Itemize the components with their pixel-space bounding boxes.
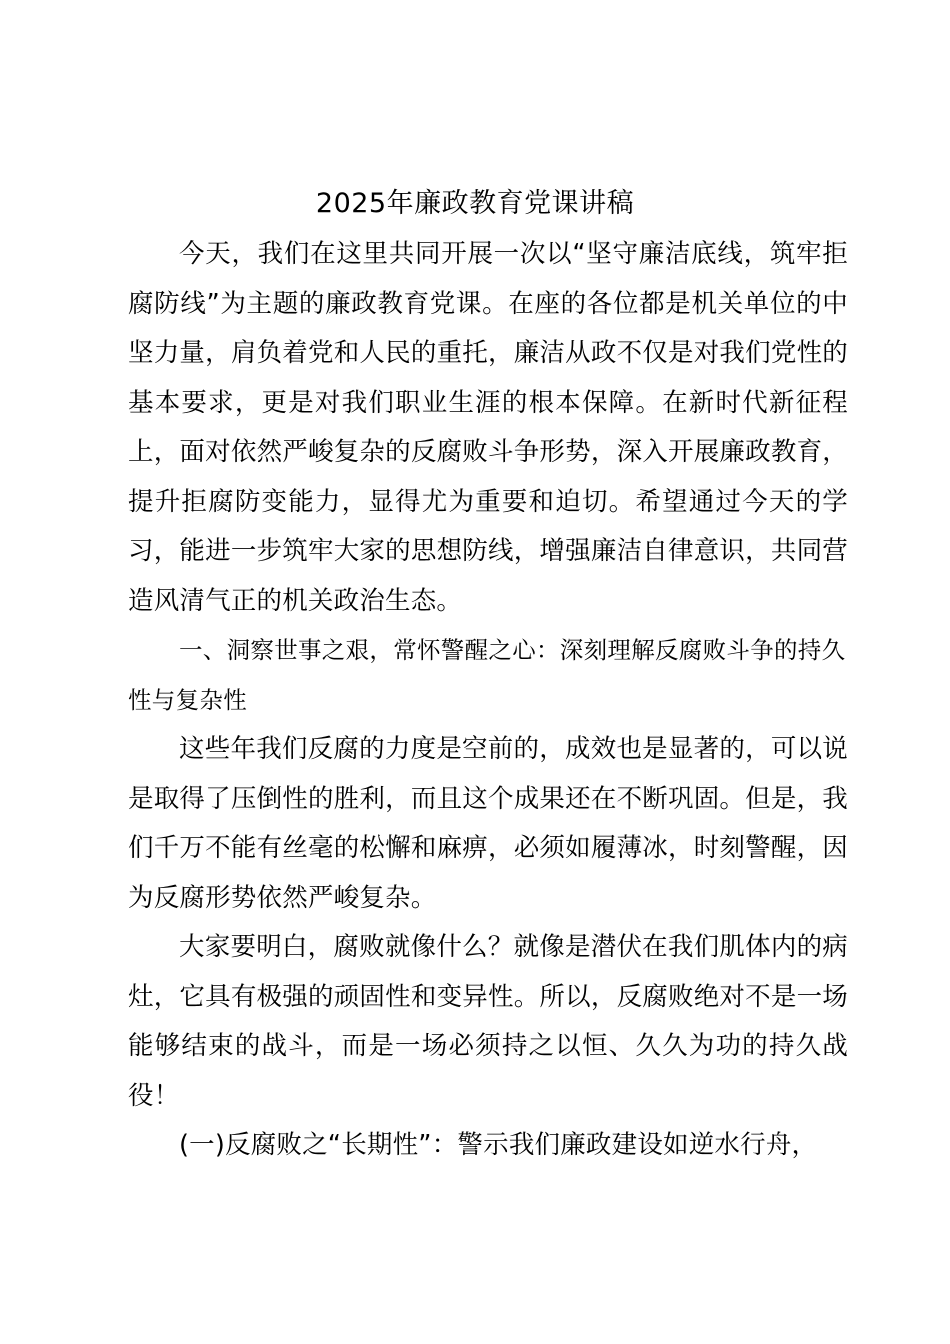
- body-paragraph-1: 这些年我们反腐的力度是空前的，成效也是显著的，可以说是取得了压倒性的胜利，而且这个成果还在不断巩固。但是，我们千万不能有丝毫的松懈和麻痹，必须如履薄冰，时刻警醒，因为反腐形势依然严峻复杂。: [128, 734, 848, 913]
- section-heading-1: 一、洞察世事之艰，常怀警醒之心：深刻理解反腐败斗争的持久性与复杂性: [128, 636, 846, 714]
- body-paragraph-2: 大家要明白，腐败就像什么？就像是潜伏在我们肌体内的病灶，它具有极强的顽固性和变异性。所以，反腐败绝对不是一场能够结束的战斗，而是一场必须持之以恒、久久为功的持久战役！: [128, 932, 848, 1111]
- intro-paragraph: 今天，我们在这里共同开展一次以“坚守廉洁底线，筑牢拒腐防线”为主题的廉政教育党课。在座的各位都是机关单位的中坚力量，肩负着党和人民的重托，廉洁从政不仅是对我们党性的基本要求，更是对我们职业生涯的根本保障。在新时代新征程上，面对依然严峻复杂的反腐败斗争形势，深入开展廉政教育，提升拒腐防变能力，显得尤为重要和迫切。希望通过今天的学习，能进一步筑牢大家的思想防线，增强廉洁自律意识，共同营造风清气正的机关政治生态。: [128, 239, 848, 616]
- subsection-heading-1: (一)反腐败之“长期性”：警示我们廉政建设如逆水行舟，: [179, 1130, 818, 1160]
- document-title: 2025年廉政教育党课讲稿: [315, 188, 635, 219]
- document-body: [128, 230, 848, 1171]
